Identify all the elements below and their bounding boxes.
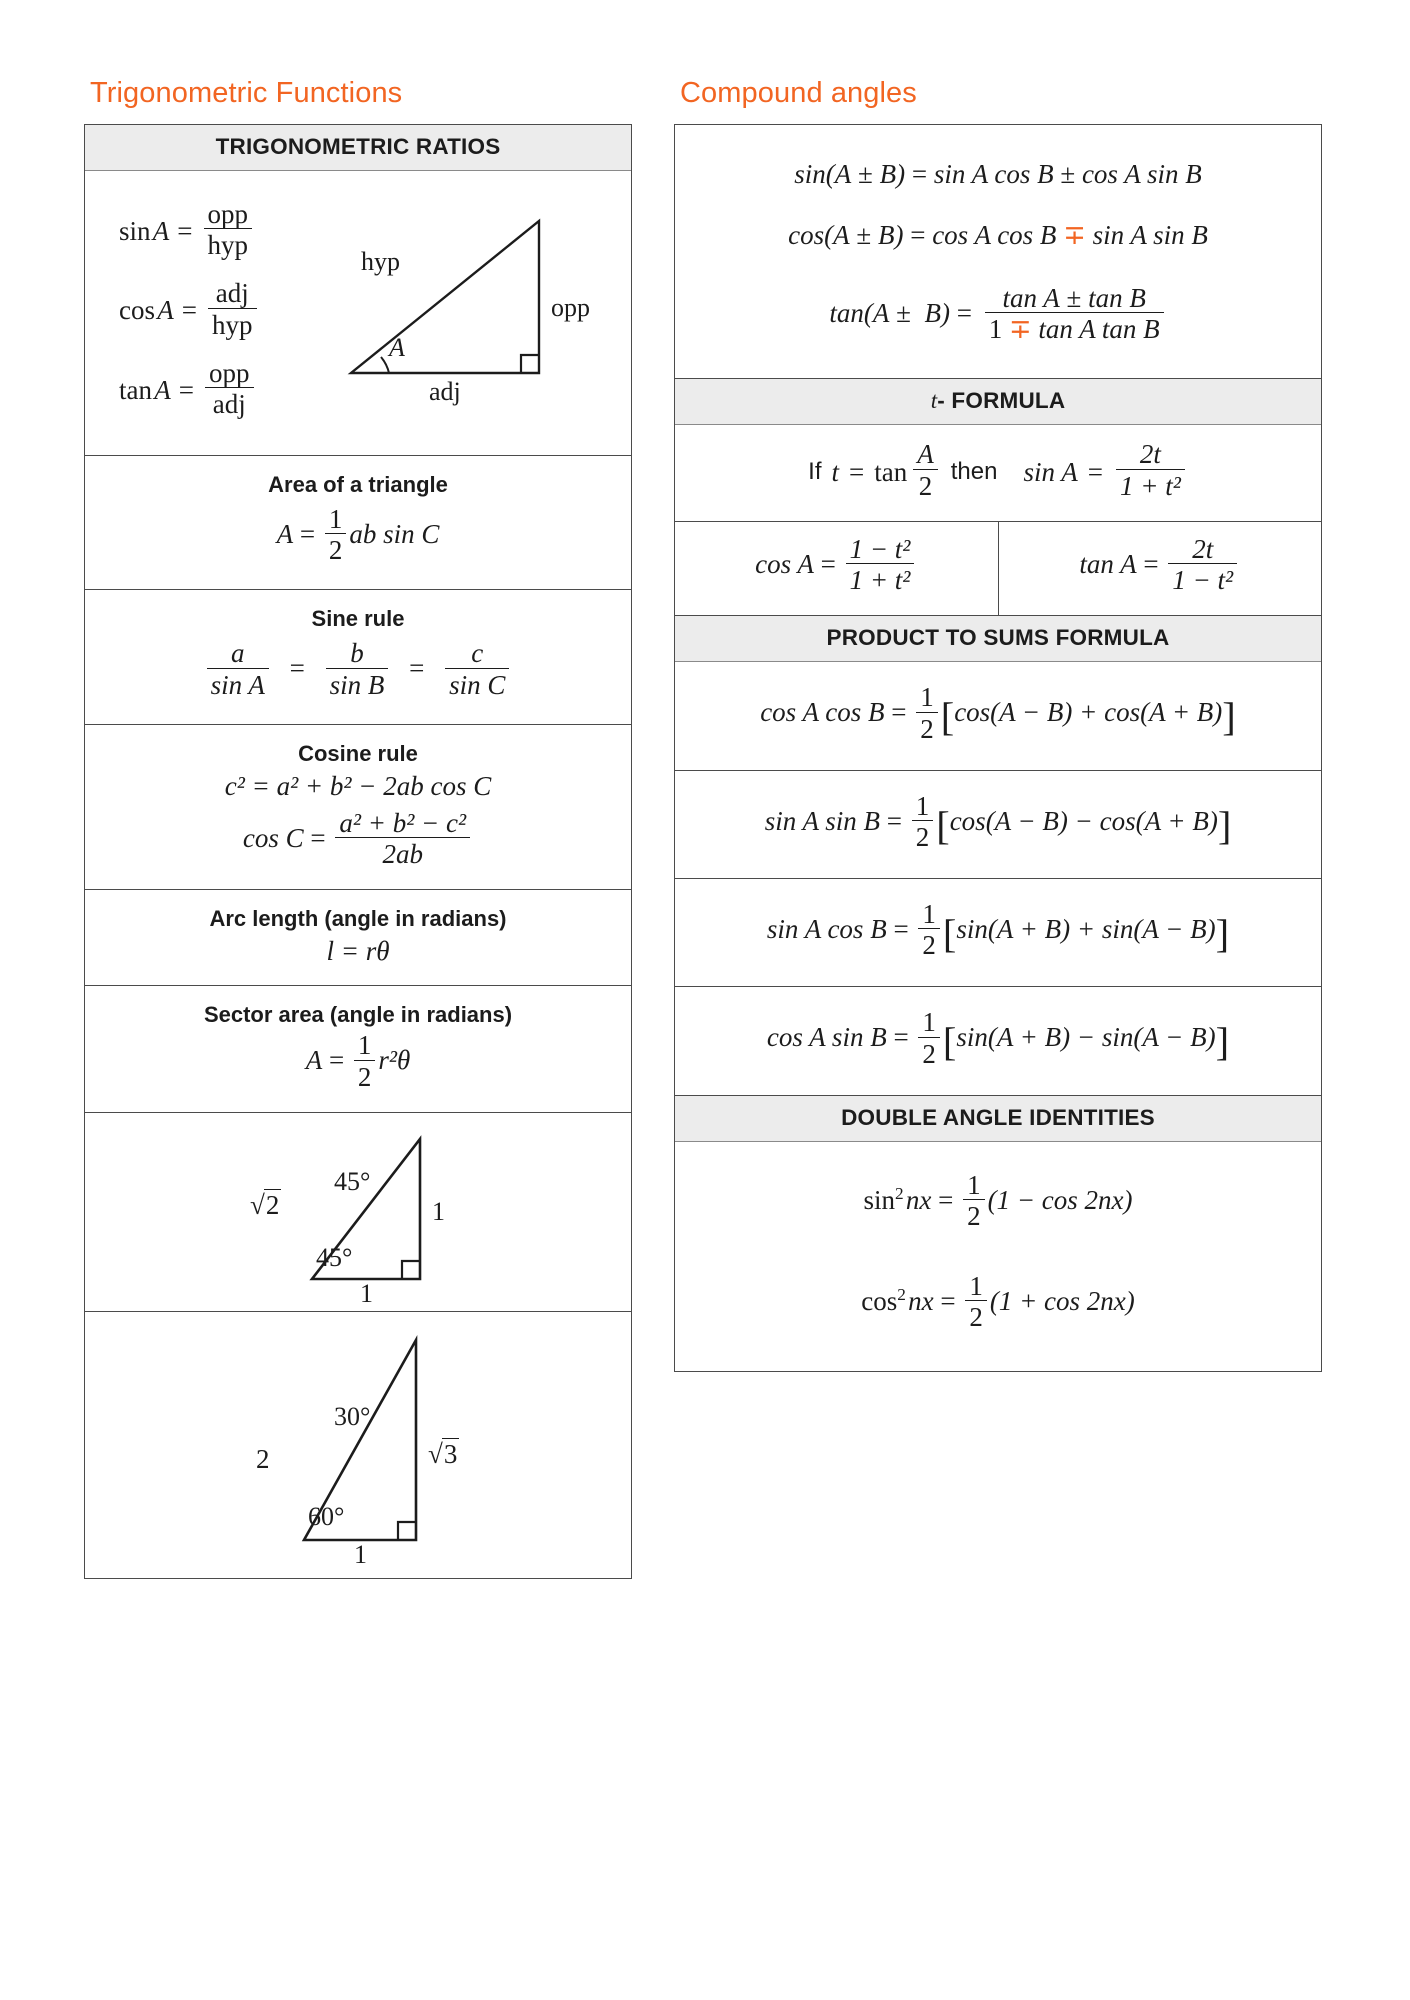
- bracket-close-icon: ]: [1215, 1019, 1230, 1065]
- cell-t-formula-cos: [675, 522, 999, 615]
- formula-t-cos: [681, 533, 992, 597]
- sine-rule-den-b: sin B: [326, 668, 389, 701]
- t-formula-half-num: A: [917, 439, 934, 470]
- sqrt-icon: √2: [250, 1189, 280, 1220]
- product-2-body: cos(A − B) − cos(A + B): [949, 805, 1218, 836]
- double-2-fn: cos: [861, 1286, 898, 1317]
- cos-compound-pm-1: ±: [856, 219, 872, 250]
- tan-compound-eq: =: [956, 297, 972, 328]
- area-frac-den: 2: [325, 533, 347, 566]
- triangle-30-60-svg: [208, 1326, 508, 1562]
- bracket-close-icon: ]: [1222, 693, 1236, 739]
- tan-compound-den-minus-plus: ∓: [1008, 314, 1032, 345]
- product-2-lhs: sin A sin B: [764, 805, 880, 836]
- t-formula-t-var: t: [831, 456, 840, 487]
- t-tan-num: 2t: [1192, 533, 1214, 564]
- band-t-formula: [675, 379, 1321, 425]
- row-trigonometric-ratios: [85, 171, 631, 456]
- t-cos-num: 1 − t²: [849, 533, 911, 564]
- row-sector-area: [85, 986, 631, 1112]
- ratio-sin-arg: A: [152, 216, 170, 247]
- ratio-tan-fn: tan: [119, 374, 152, 405]
- formula-product-3: [683, 898, 1313, 962]
- double-1-arg: nx: [905, 1184, 932, 1215]
- product-3-body: sin(A + B) + sin(A − B): [956, 913, 1216, 944]
- sine-rule-num-c: c: [471, 638, 484, 669]
- heading-cosine-rule: Cosine rule: [298, 740, 418, 766]
- bracket-open-icon: [: [942, 910, 957, 956]
- product-4-body: sin(A + B) − sin(A − B): [956, 1022, 1216, 1053]
- label-angle-45-bottom: 45°: [316, 1242, 353, 1272]
- formula-t-definition: [683, 441, 1313, 502]
- double-1-fn: sin: [863, 1184, 895, 1215]
- cosine-rule-num: a² + b² − c²: [339, 807, 467, 838]
- sector-area-lhs: A: [305, 1045, 323, 1076]
- label-side-1-base: 1: [360, 1278, 373, 1308]
- row-triangle-45-45-90: [85, 1113, 631, 1312]
- cosine-rule-den: 2ab: [335, 837, 470, 870]
- ratio-sin: sin A = $\frac{\text{opp}}{\text{hyp}}$: [119, 201, 343, 262]
- cos-compound-minus-plus: ∓: [1063, 219, 1086, 250]
- label-angle-45-top: 45°: [334, 1166, 371, 1196]
- tan-compound-den-b: tan A tan B: [1038, 314, 1160, 345]
- sin-compound-term-1: sin A cos B: [933, 158, 1054, 189]
- sector-area-eq: =: [328, 1045, 345, 1076]
- area-rest: ab sin C: [349, 518, 440, 549]
- bracket-open-icon: [: [936, 802, 950, 848]
- product-3-num: 1: [922, 898, 936, 929]
- band-trigonometric-ratios: TRIGONOMETRIC RATIOS: [85, 125, 631, 171]
- trigonometric-functions-table: [84, 124, 632, 1579]
- t-formula-sin-eq: =: [1087, 456, 1103, 487]
- sin-compound-lhs-a: sin(A: [794, 158, 852, 189]
- row-cosine-rule: [85, 725, 631, 890]
- product-3-lhs: sin A cos B: [766, 913, 887, 944]
- row-product-3: [675, 879, 1321, 987]
- left-column-title: Trigonometric Functions: [90, 77, 403, 109]
- area-eq: =: [299, 518, 316, 549]
- ratio-cos-num: adj: [215, 278, 249, 309]
- row-product-2: [675, 771, 1321, 879]
- right-column-title: Compound angles: [680, 77, 917, 109]
- tan-compound-num-pm: ±: [1066, 282, 1082, 313]
- product-3-den: 2: [918, 928, 940, 961]
- t-cos-lhs: cos A: [755, 548, 814, 579]
- tan-compound-lhs-a: tan(A: [829, 297, 890, 328]
- tan-compound-pm-1: ±: [896, 297, 911, 328]
- sector-area-num: 1: [357, 1030, 372, 1061]
- heading-arc-length: Arc length (angle in radians): [209, 906, 507, 932]
- sqrt-icon: √3: [428, 1438, 458, 1469]
- t-tan-lhs: tan A: [1079, 548, 1137, 579]
- ratio-sin-fn: sin: [119, 216, 151, 247]
- sin-compound-pm-2: ±: [1060, 158, 1076, 189]
- band-double-angle-identities: DOUBLE ANGLE IDENTITIES: [675, 1096, 1321, 1142]
- ratio-tan-num: opp: [209, 357, 250, 388]
- row-t-formula-definition: [675, 425, 1321, 521]
- tan-compound-denominator: [985, 312, 1164, 345]
- label-angle-30: 30°: [334, 1401, 371, 1431]
- double-2-body: (1 + cos 2nx): [989, 1286, 1135, 1317]
- heading-sector-area: Sector area (angle in radians): [203, 1002, 513, 1028]
- cos-compound-term-2: sin A sin B: [1092, 219, 1208, 250]
- formula-cosine-rule-line1: c² = a² + b² − 2ab cos C: [224, 770, 492, 801]
- band-t-formula-prefix: t: [930, 388, 938, 414]
- product-1-num: 1: [920, 682, 934, 713]
- product-1-eq: =: [891, 697, 907, 728]
- triangle-45-container: [208, 1127, 508, 1308]
- label-hyp: hyp: [361, 246, 400, 276]
- product-2-num: 1: [915, 790, 930, 821]
- row-arc-length: [85, 890, 631, 986]
- ratio-sin-num: opp: [207, 198, 249, 229]
- product-1-body: cos(A − B) + cos(A + B): [954, 697, 1223, 728]
- sine-rule-num-b: b: [350, 638, 364, 669]
- product-2-eq: =: [886, 805, 902, 836]
- right-column: [674, 78, 1322, 1372]
- area-lhs: A: [276, 518, 294, 549]
- ratio-cos-fn: cos: [119, 295, 155, 326]
- t-formula-if-label: If: [808, 458, 822, 486]
- formula-tan-compound: [683, 282, 1313, 352]
- product-4-eq: =: [893, 1022, 909, 1053]
- band-product-to-sums: PRODUCT TO SUMS FORMULA: [675, 616, 1321, 662]
- label-angle-60: 60°: [308, 1501, 345, 1531]
- formula-t-tan: [1005, 533, 1316, 597]
- sine-rule-eq-2: =: [409, 653, 425, 684]
- formula-area-of-triangle: [93, 500, 623, 577]
- sine-rule-den-c: sin C: [445, 668, 509, 701]
- label-adj: adj: [429, 376, 461, 406]
- double-1-eq: =: [938, 1184, 954, 1215]
- left-column: [84, 78, 632, 1579]
- double-2-arg: nx: [908, 1286, 934, 1317]
- ratio-cos-den: hyp: [208, 308, 257, 341]
- t-tan-eq: =: [1143, 548, 1159, 579]
- t-formula-tan-label: tan: [874, 456, 908, 487]
- row-sine-rule: [85, 590, 631, 724]
- label-side-1-vertical: 1: [432, 1196, 445, 1226]
- ratio-tan-arg: A: [154, 374, 171, 405]
- formula-product-1: [683, 684, 1313, 745]
- row-compound-angles: [675, 125, 1321, 379]
- product-1-den: 2: [916, 712, 938, 745]
- product-1-lhs: cos A cos B: [760, 697, 885, 728]
- product-4-lhs: cos A sin B: [766, 1022, 887, 1053]
- t-formula-eq-1: =: [849, 456, 865, 487]
- t-formula-sin-num: 2t: [1139, 439, 1161, 470]
- heading-sine-rule: Sine rule: [311, 606, 405, 632]
- sin-compound-eq: =: [911, 158, 928, 189]
- sin-compound-pm-1: ±: [858, 158, 873, 189]
- row-area-of-triangle: [85, 456, 631, 590]
- formula-arc-length: l = rθ: [326, 936, 390, 967]
- label-opp: opp: [551, 292, 590, 322]
- ratio-cos-arg: A: [157, 295, 174, 326]
- band-t-formula-rest: - FORMULA: [937, 388, 1066, 414]
- heading-area-of-triangle: Area of a triangle: [268, 472, 448, 498]
- double-2-eq: =: [940, 1286, 956, 1317]
- formula-double-1: [683, 1169, 1313, 1273]
- sine-rule-eq-1: =: [289, 653, 305, 684]
- cosine-rule-lhs: cos C: [242, 822, 304, 853]
- cos-compound-lhs-a: cos(A: [788, 219, 850, 250]
- double-2-exponent: 2: [897, 1285, 906, 1305]
- formula-sin-compound: [683, 149, 1313, 220]
- row-t-formula-cos-tan: [675, 522, 1321, 616]
- row-triangle-30-60-90: [85, 1312, 631, 1578]
- area-frac-num: 1: [328, 504, 343, 535]
- formula-sine-rule: [93, 634, 623, 711]
- cell-t-formula-tan: [999, 522, 1322, 615]
- product-4-den: 2: [918, 1037, 940, 1070]
- row-double-angle: [675, 1142, 1321, 1371]
- formula-cos-compound: [683, 220, 1313, 285]
- bracket-open-icon: [: [942, 1019, 957, 1065]
- bracket-close-icon: ]: [1215, 910, 1230, 956]
- ratio-cos: cos A = $\frac{\text{adj}}{\text{hyp}}$: [119, 280, 343, 341]
- label-side-2: 2: [256, 1443, 270, 1474]
- bracket-close-icon: ]: [1217, 802, 1232, 848]
- t-formula-half-den: 2: [913, 469, 938, 502]
- row-product-1: [675, 662, 1321, 770]
- double-1-body: (1 − cos 2nx): [987, 1184, 1133, 1215]
- tan-compound-num-a: tan A: [1002, 282, 1060, 313]
- double-2-num: 1: [969, 1271, 983, 1302]
- tan-compound-den-a: 1: [988, 314, 1003, 345]
- double-2-den: 2: [965, 1300, 987, 1333]
- product-2-den: 2: [912, 820, 934, 853]
- triangle-30-60-container: [208, 1326, 508, 1569]
- product-3-eq: =: [893, 913, 909, 944]
- ratio-tan: tan A = $\frac{\text{opp}}{\text{adj}}$: [119, 360, 343, 421]
- cos-compound-lhs-b: B): [877, 219, 904, 250]
- label-hyp-root2: [248, 1189, 281, 1221]
- right-triangle-diagram: [343, 187, 623, 417]
- ratio-tan-den: adj: [205, 387, 254, 420]
- sector-area-rest: r²θ: [378, 1045, 411, 1076]
- double-1-den: 2: [963, 1199, 985, 1232]
- t-tan-den: 1 − t²: [1168, 563, 1237, 596]
- row-product-4: [675, 987, 1321, 1095]
- double-1-num: 1: [967, 1169, 981, 1200]
- tan-compound-lhs-b: B): [924, 297, 950, 328]
- sine-rule-den-a: sin A: [207, 668, 269, 701]
- tan-compound-numerator: [985, 284, 1164, 312]
- tan-compound-num-b: tan B: [1088, 282, 1146, 313]
- sin-compound-term-2: cos A sin B: [1081, 158, 1202, 189]
- formula-sector-area: [93, 1030, 623, 1099]
- compound-angles-table: [674, 124, 1322, 1372]
- sine-rule-num-a: a: [230, 638, 245, 669]
- label-angle-a: A: [389, 332, 405, 362]
- formula-product-4: [683, 1009, 1313, 1070]
- label-side-root3: [426, 1438, 459, 1470]
- ratio-equations: [93, 187, 343, 439]
- cos-compound-term-1: cos A cos B: [932, 219, 1057, 250]
- t-formula-then-label: then: [950, 458, 998, 486]
- label-side-1-base-30: 1: [354, 1539, 367, 1569]
- sector-area-den: 2: [354, 1060, 376, 1093]
- double-1-exponent: 2: [894, 1183, 904, 1203]
- formula-double-2: [683, 1273, 1313, 1334]
- sin-compound-lhs-b: B): [879, 158, 906, 189]
- ratio-sin-den: hyp: [204, 228, 253, 261]
- t-cos-eq: =: [820, 548, 836, 579]
- t-formula-sin-lhs: sin A: [1023, 456, 1078, 487]
- t-formula-sin-den: 1 + t²: [1116, 469, 1185, 502]
- formula-product-2: [683, 790, 1313, 854]
- t-cos-den: 1 + t²: [846, 563, 915, 596]
- product-4-num: 1: [922, 1007, 936, 1038]
- bracket-open-icon: [: [940, 693, 955, 739]
- cos-compound-eq: =: [910, 219, 926, 250]
- formula-cosine-rule-line2: cos C = $\frac{\text{a² + b² − c²}}{2ab}$: [93, 808, 623, 877]
